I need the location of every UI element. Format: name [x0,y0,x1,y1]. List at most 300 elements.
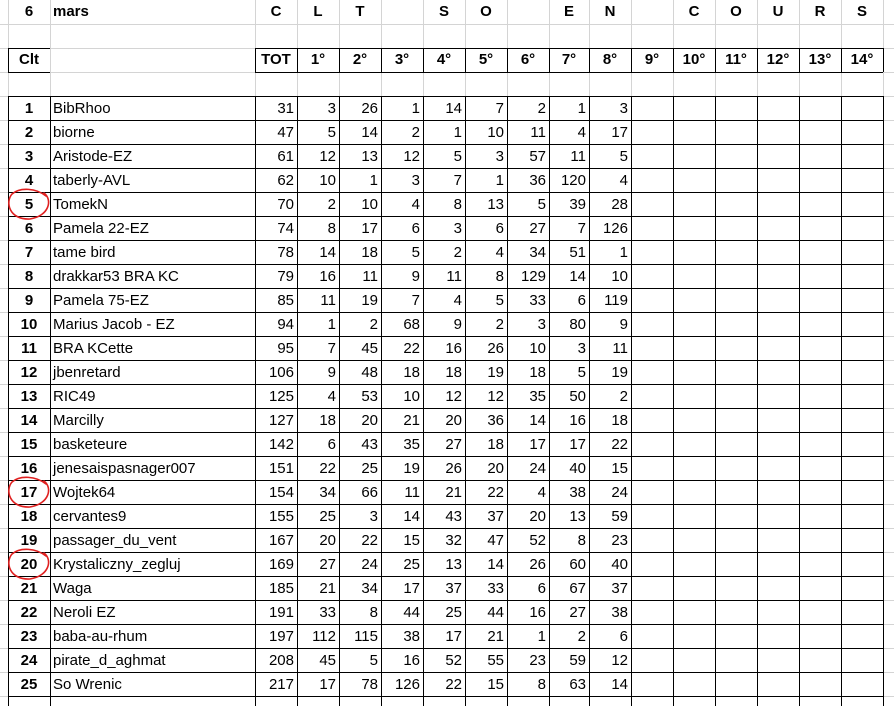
empty-score-cell[interactable] [715,553,757,577]
race-score-cell[interactable]: 34 [361,580,378,597]
empty-score-cell[interactable] [673,145,715,169]
empty-score-cell[interactable] [631,649,673,673]
rank-cell[interactable]: 15 [20,436,38,453]
race-score-cell[interactable]: 1 [369,172,378,189]
race-score-cell[interactable]: 2 [369,316,378,333]
race-score-cell[interactable]: 18 [361,244,378,261]
player-name-cell[interactable]: Neroli EZ [53,604,116,621]
race-score-cell[interactable]: 4 [619,172,628,189]
empty-score-cell[interactable] [715,433,757,457]
empty-score-cell[interactable] [715,649,757,673]
race-score-cell[interactable]: 7 [411,292,420,309]
empty-score-cell[interactable] [757,361,799,385]
race-score-cell[interactable]: 13 [487,196,504,213]
race-score-cell[interactable]: 2 [453,244,462,261]
race-score-cell[interactable]: 21 [403,412,420,429]
race-score-cell[interactable]: 1 [619,244,628,261]
race-score-cell[interactable]: 14 [361,124,378,141]
banner-letter-cell[interactable]: C [270,3,282,20]
race-score-cell[interactable]: 7 [495,100,504,117]
empty-score-cell[interactable] [799,241,841,265]
race-score-cell[interactable]: 112 [312,628,336,645]
empty-score-cell[interactable] [715,601,757,625]
empty-score-cell[interactable] [799,529,841,553]
player-name-cell[interactable]: Krystaliczny_zegluj [53,556,181,573]
empty-score-cell[interactable] [673,505,715,529]
empty-score-cell[interactable] [799,457,841,481]
race-score-cell[interactable]: 52 [445,652,462,669]
race-score-cell[interactable]: 3 [577,340,586,357]
race-score-cell[interactable]: 11 [612,340,628,357]
rank-cell[interactable]: 12 [20,364,38,381]
total-cell[interactable]: 217 [268,676,294,693]
player-name-cell[interactable]: Marius Jacob - EZ [53,316,175,333]
race-score-cell[interactable]: 26 [361,100,378,117]
race-score-cell[interactable]: 11 [530,124,546,141]
race-score-cell[interactable]: 15 [403,532,420,549]
race-score-cell[interactable]: 126 [602,220,628,237]
empty-score-cell[interactable] [757,625,799,649]
empty-score-cell[interactable] [673,169,715,193]
empty-score-cell[interactable] [673,457,715,481]
total-cell[interactable]: 62 [277,172,294,189]
empty-score-cell[interactable] [841,433,883,457]
empty-score-cell[interactable] [715,361,757,385]
month-label-cell[interactable]: mars [53,3,89,20]
race-score-cell[interactable]: 24 [529,460,546,477]
empty-score-cell[interactable] [673,433,715,457]
empty-score-cell[interactable] [841,505,883,529]
empty-score-cell[interactable] [673,361,715,385]
race-score-cell[interactable]: 8 [369,604,378,621]
race-score-cell[interactable]: 4 [327,388,336,405]
player-name-cell[interactable]: jenesaispasnager007 [53,460,196,477]
race-score-cell[interactable]: 10 [611,268,628,285]
race-score-cell[interactable]: 115 [354,628,378,645]
player-name-cell[interactable]: Waga [53,580,92,597]
race-score-cell[interactable]: 22 [445,676,462,693]
race-score-cell[interactable]: 26 [445,460,462,477]
empty-score-cell[interactable] [673,337,715,361]
total-cell[interactable]: 106 [268,364,294,381]
banner-letter-cell[interactable] [381,0,423,24]
column-header-cell[interactable]: 11° [725,51,747,68]
empty-score-cell[interactable] [841,385,883,409]
race-score-cell[interactable]: 7 [453,172,462,189]
empty-score-cell[interactable] [631,601,673,625]
empty-score-cell[interactable] [715,385,757,409]
column-header-cell[interactable]: 7° [561,51,577,68]
race-score-cell[interactable]: 17 [529,436,546,453]
race-score-cell[interactable]: 14 [487,556,504,573]
race-score-cell[interactable]: 14 [445,100,462,117]
race-score-cell[interactable]: 22 [487,484,504,501]
empty-score-cell[interactable] [841,601,883,625]
total-cell[interactable]: 61 [277,148,294,165]
race-score-cell[interactable]: 8 [577,532,586,549]
rank-cell[interactable]: 9 [24,292,34,309]
empty-score-cell[interactable] [757,649,799,673]
race-score-cell[interactable]: 78 [361,676,378,693]
empty-score-cell[interactable] [631,481,673,505]
empty-score-cell[interactable] [799,217,841,241]
race-score-cell[interactable]: 126 [394,676,420,693]
total-cell[interactable]: 185 [268,580,294,597]
empty-score-cell[interactable] [631,265,673,289]
race-score-cell[interactable]: 40 [569,460,586,477]
race-score-cell[interactable]: 44 [487,604,504,621]
banner-letter-cell[interactable]: R [814,3,826,20]
empty-score-cell[interactable] [757,289,799,313]
race-score-cell[interactable]: 47 [487,532,504,549]
player-name-cell[interactable]: Wojtek64 [53,484,116,501]
empty-score-cell[interactable] [799,121,841,145]
race-score-cell[interactable]: 6 [619,628,628,645]
total-cell[interactable]: 167 [268,532,294,549]
race-score-cell[interactable]: 37 [487,508,504,525]
empty-score-cell[interactable] [631,505,673,529]
race-score-cell[interactable]: 3 [495,148,504,165]
race-score-cell[interactable]: 33 [319,604,336,621]
empty-score-cell[interactable] [715,289,757,313]
race-score-cell[interactable]: 120 [560,172,586,189]
empty-score-cell[interactable] [631,385,673,409]
race-score-cell[interactable]: 19 [403,460,420,477]
empty-score-cell[interactable] [841,193,883,217]
race-score-cell[interactable]: 36 [529,172,546,189]
empty-score-cell[interactable] [631,217,673,241]
race-score-cell[interactable]: 12 [487,388,504,405]
empty-score-cell[interactable] [673,649,715,673]
race-score-cell[interactable]: 7 [577,220,586,237]
empty-score-cell[interactable] [715,265,757,289]
empty-score-cell[interactable] [631,145,673,169]
column-header-cell[interactable]: 10° [682,51,706,68]
player-name-cell[interactable]: BibRhoo [53,100,111,117]
race-score-cell[interactable]: 27 [569,604,586,621]
race-score-cell[interactable]: 5 [495,292,504,309]
race-score-cell[interactable]: 17 [361,220,378,237]
player-name-cell[interactable]: tame bird [53,244,116,261]
total-cell[interactable]: 125 [268,388,294,405]
empty-score-cell[interactable] [799,673,841,697]
race-score-cell[interactable]: 4 [495,244,504,261]
total-cell[interactable]: 155 [268,508,294,525]
race-score-cell[interactable]: 33 [529,292,546,309]
rank-cell[interactable]: 13 [20,388,38,405]
race-score-cell[interactable]: 5 [537,196,546,213]
race-score-cell[interactable]: 44 [403,604,420,621]
race-score-cell[interactable]: 20 [361,412,378,429]
race-score-cell[interactable]: 25 [361,460,378,477]
empty-score-cell[interactable] [799,505,841,529]
race-score-cell[interactable]: 21 [445,484,462,501]
race-score-cell[interactable]: 9 [327,364,336,381]
player-name-cell[interactable]: Pamela 22-EZ [53,220,149,237]
race-score-cell[interactable]: 63 [569,676,586,693]
race-score-cell[interactable]: 43 [445,508,462,525]
total-cell[interactable]: 208 [268,652,294,669]
race-score-cell[interactable]: 1 [327,316,336,333]
empty-score-cell[interactable] [841,217,883,241]
player-name-cell[interactable]: pirate_d_aghmat [53,652,166,669]
race-score-cell[interactable]: 14 [569,268,586,285]
race-score-cell[interactable]: 8 [537,676,546,693]
race-score-cell[interactable]: 17 [403,580,420,597]
banner-letter-cell[interactable] [507,0,549,24]
empty-score-cell[interactable] [673,217,715,241]
player-name-cell[interactable]: basketeure [53,436,128,453]
total-cell[interactable]: 79 [277,268,294,285]
rank-cell[interactable]: 4 [24,172,34,189]
banner-letter-cell[interactable]: O [480,3,492,20]
column-header-cell[interactable]: 4° [436,51,452,68]
column-header-cell[interactable]: 9° [644,51,660,68]
race-score-cell[interactable]: 52 [529,532,546,549]
empty-score-cell[interactable] [631,241,673,265]
race-score-cell[interactable]: 28 [611,196,628,213]
empty-score-cell[interactable] [757,577,799,601]
race-score-cell[interactable]: 20 [319,532,336,549]
column-header-cell[interactable]: 3° [394,51,410,68]
empty-score-cell[interactable] [757,601,799,625]
banner-letter-cell[interactable] [631,0,673,24]
empty-score-cell[interactable] [757,337,799,361]
total-cell[interactable]: 70 [277,196,294,213]
empty-score-cell[interactable] [631,313,673,337]
empty-score-cell[interactable] [841,553,883,577]
player-name-cell[interactable]: BRA KCette [53,340,134,357]
empty-score-cell[interactable] [841,481,883,505]
race-score-cell[interactable]: 53 [361,388,378,405]
race-score-cell[interactable]: 36 [487,412,504,429]
total-cell[interactable]: 94 [277,316,294,333]
race-score-cell[interactable]: 39 [569,196,586,213]
race-score-cell[interactable]: 2 [577,628,586,645]
total-cell[interactable]: 47 [277,124,294,141]
race-score-cell[interactable]: 19 [487,364,504,381]
empty-score-cell[interactable] [715,97,757,121]
empty-score-cell[interactable] [715,481,757,505]
race-score-cell[interactable]: 11 [320,292,336,309]
total-cell[interactable]: 78 [277,244,294,261]
race-score-cell[interactable]: 1 [453,124,462,141]
empty-score-cell[interactable] [673,121,715,145]
rank-cell[interactable]: 6 [24,220,34,237]
race-score-cell[interactable]: 18 [487,436,504,453]
rank-cell[interactable]: 7 [24,244,34,261]
race-score-cell[interactable]: 13 [361,148,378,165]
race-score-cell[interactable]: 7 [327,340,336,357]
race-score-cell[interactable]: 40 [611,556,628,573]
player-name-cell[interactable]: cervantes9 [53,508,127,525]
banner-letter-cell[interactable]: O [730,3,742,20]
race-score-cell[interactable]: 8 [495,268,504,285]
race-score-cell[interactable]: 11 [362,268,378,285]
empty-score-cell[interactable] [715,217,757,241]
race-score-cell[interactable]: 12 [445,388,462,405]
empty-score-cell[interactable] [715,145,757,169]
race-score-cell[interactable]: 1 [577,100,586,117]
rank-cell[interactable]: 25 [20,676,38,693]
column-header-cell[interactable]: 8° [602,51,618,68]
race-score-cell[interactable]: 23 [611,532,628,549]
empty-score-cell[interactable] [841,337,883,361]
race-score-cell[interactable]: 43 [361,436,378,453]
empty-score-cell[interactable] [715,193,757,217]
race-score-cell[interactable]: 17 [569,436,586,453]
banner-letter-cell[interactable]: T [355,3,365,20]
empty-score-cell[interactable] [673,601,715,625]
race-score-cell[interactable]: 38 [611,604,628,621]
race-score-cell[interactable]: 13 [445,556,462,573]
empty-score-cell[interactable] [631,433,673,457]
player-name-cell[interactable]: RIC49 [53,388,96,405]
rank-cell[interactable]: 8 [24,268,34,285]
empty-score-cell[interactable] [757,313,799,337]
empty-score-cell[interactable] [631,553,673,577]
empty-score-cell[interactable] [799,97,841,121]
total-cell[interactable]: 74 [277,220,294,237]
empty-score-cell[interactable] [841,241,883,265]
race-score-cell[interactable]: 26 [487,340,504,357]
race-score-cell[interactable]: 1 [495,172,504,189]
race-score-cell[interactable]: 5 [453,148,462,165]
race-score-cell[interactable]: 5 [619,148,628,165]
race-score-cell[interactable]: 16 [403,652,420,669]
empty-score-cell[interactable] [631,529,673,553]
empty-score-cell[interactable] [841,673,883,697]
rank-cell[interactable]: 10 [20,316,38,333]
race-score-cell[interactable]: 8 [453,196,462,213]
rank-cell[interactable]: 5 [24,196,34,213]
empty-score-cell[interactable] [799,337,841,361]
empty-score-cell[interactable] [673,193,715,217]
race-score-cell[interactable]: 26 [529,556,546,573]
rank-cell[interactable]: 18 [20,508,38,525]
empty-score-cell[interactable] [757,481,799,505]
empty-score-cell[interactable] [673,385,715,409]
race-score-cell[interactable]: 10 [361,196,378,213]
race-score-cell[interactable]: 2 [327,196,336,213]
race-score-cell[interactable]: 3 [619,100,628,117]
race-score-cell[interactable]: 27 [529,220,546,237]
race-score-cell[interactable]: 119 [604,292,628,309]
race-score-cell[interactable]: 19 [361,292,378,309]
empty-score-cell[interactable] [841,145,883,169]
total-cell[interactable]: 191 [268,604,294,621]
race-score-cell[interactable]: 9 [453,316,462,333]
banner-letter-cell[interactable]: N [604,3,616,20]
empty-score-cell[interactable] [631,97,673,121]
race-score-cell[interactable]: 57 [529,148,546,165]
race-score-cell[interactable]: 129 [520,268,546,285]
race-score-cell[interactable]: 16 [529,604,546,621]
race-score-cell[interactable]: 22 [319,460,336,477]
empty-score-cell[interactable] [799,145,841,169]
race-score-cell[interactable]: 15 [611,460,628,477]
rank-cell[interactable]: 3 [24,148,34,165]
race-score-cell[interactable]: 25 [403,556,420,573]
race-score-cell[interactable]: 6 [495,220,504,237]
race-score-cell[interactable]: 27 [319,556,336,573]
player-name-cell[interactable]: passager_du_vent [53,532,177,549]
empty-score-cell[interactable] [799,289,841,313]
race-score-cell[interactable]: 60 [569,556,586,573]
race-score-cell[interactable]: 38 [569,484,586,501]
race-score-cell[interactable]: 14 [529,412,546,429]
race-score-cell[interactable]: 6 [537,580,546,597]
race-score-cell[interactable]: 17 [319,676,336,693]
race-score-cell[interactable]: 35 [403,436,420,453]
banner-letter-cell[interactable]: S [856,3,867,20]
race-score-cell[interactable]: 5 [369,652,378,669]
column-header-cell[interactable]: 14° [850,51,874,68]
empty-score-cell[interactable] [799,601,841,625]
race-score-cell[interactable]: 11 [446,268,462,285]
banner-letter-cell[interactable]: L [313,3,323,20]
race-score-cell[interactable]: 55 [487,652,504,669]
banner-letter-cell[interactable]: U [772,3,784,20]
race-score-cell[interactable]: 13 [569,508,586,525]
rank-cell[interactable]: 20 [20,556,38,573]
race-score-cell[interactable]: 18 [611,412,628,429]
column-header-cell[interactable]: 13° [808,51,832,68]
race-score-cell[interactable]: 66 [361,484,378,501]
race-score-cell[interactable]: 10 [529,340,546,357]
race-score-cell[interactable]: 25 [319,508,336,525]
empty-score-cell[interactable] [757,97,799,121]
race-score-cell[interactable]: 9 [411,268,420,285]
empty-score-cell[interactable] [799,385,841,409]
empty-score-cell[interactable] [841,577,883,601]
player-name-cell[interactable]: TomekN [53,196,109,213]
race-score-cell[interactable]: 27 [445,436,462,453]
empty-score-cell[interactable] [757,193,799,217]
empty-score-cell[interactable] [673,97,715,121]
total-cell[interactable]: 127 [268,412,294,429]
race-score-cell[interactable]: 16 [569,412,586,429]
banner-letter-cell[interactable]: E [563,3,574,20]
empty-score-cell[interactable] [631,409,673,433]
empty-score-cell[interactable] [757,265,799,289]
race-score-cell[interactable]: 11 [404,484,420,501]
race-score-cell[interactable]: 32 [445,532,462,549]
race-score-cell[interactable]: 5 [411,244,420,261]
total-cell[interactable]: 169 [268,556,294,573]
empty-score-cell[interactable] [715,169,757,193]
race-score-cell[interactable]: 10 [319,172,336,189]
column-header-cell[interactable]: 5° [478,51,494,68]
race-score-cell[interactable]: 67 [569,580,586,597]
race-score-cell[interactable]: 22 [611,436,628,453]
race-score-cell[interactable]: 14 [611,676,628,693]
race-score-cell[interactable]: 6 [411,220,420,237]
empty-score-cell[interactable] [631,361,673,385]
player-name-cell[interactable]: Aristode-EZ [53,148,133,165]
race-score-cell[interactable]: 6 [327,436,336,453]
race-score-cell[interactable]: 4 [537,484,546,501]
empty-score-cell[interactable] [757,457,799,481]
empty-score-cell[interactable] [673,241,715,265]
empty-score-cell[interactable] [673,553,715,577]
race-score-cell[interactable]: 45 [361,340,378,357]
rank-cell[interactable]: 11 [21,340,37,357]
player-name-cell[interactable]: biorne [53,124,95,141]
empty-score-cell[interactable] [631,577,673,601]
empty-score-cell[interactable] [841,649,883,673]
race-score-cell[interactable]: 2 [495,316,504,333]
